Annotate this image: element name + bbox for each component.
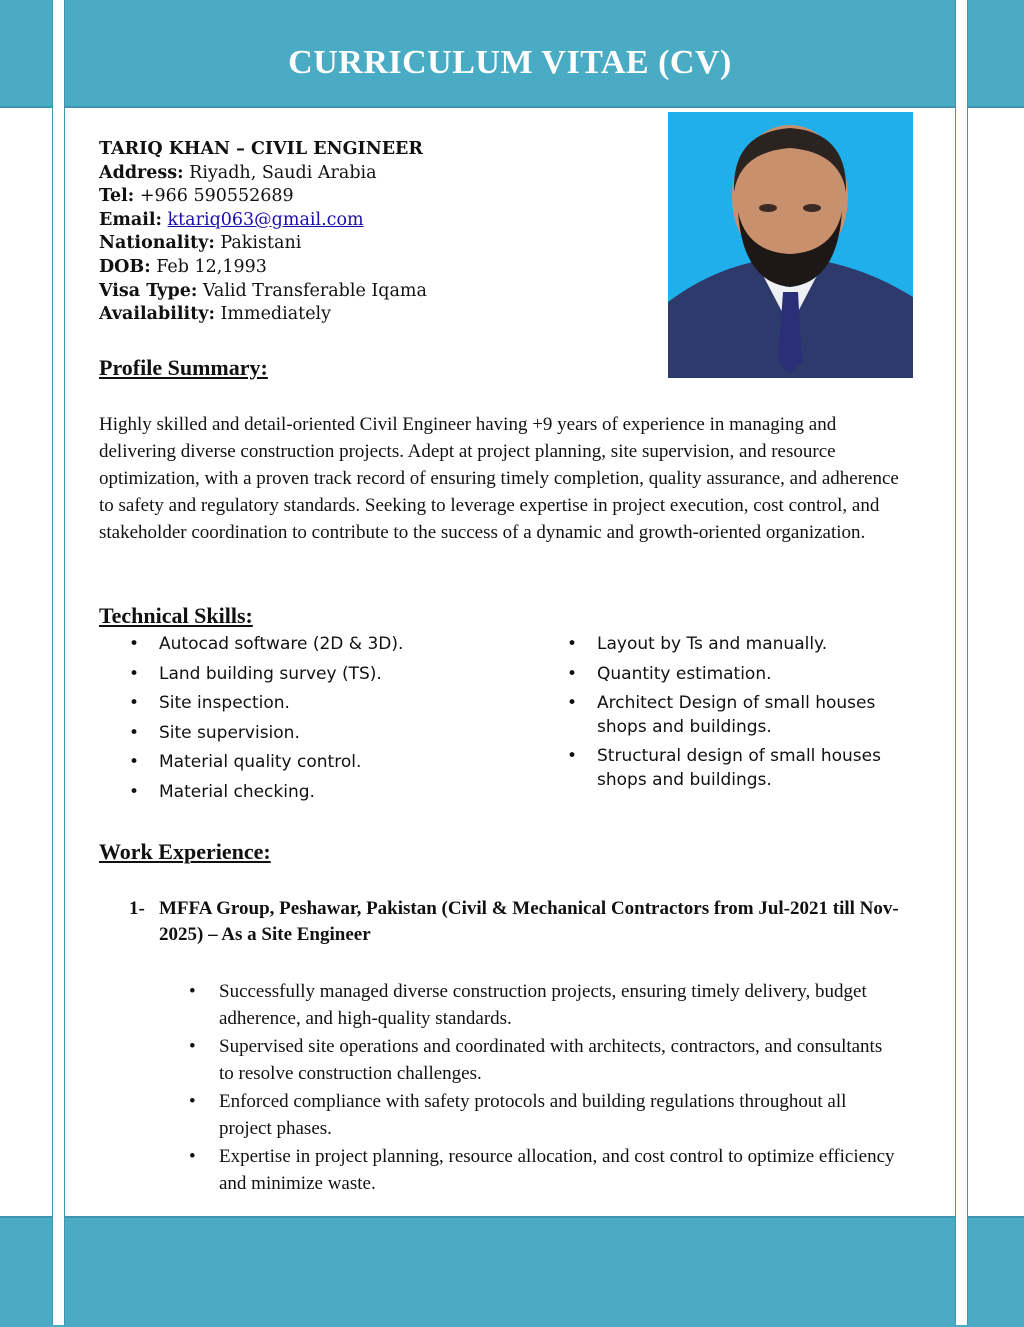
skill-item: • Layout by Ts and manually. [567,633,907,657]
skills-list-right [567,633,907,798]
nationality-row [99,232,919,256]
visa-label: Visa Type: [99,280,198,301]
tel-label: Tel: [99,186,135,207]
footer-band [0,1216,1024,1327]
right-border-strip [955,0,968,1325]
job-bullet: • Successfully managed diverse construction projects, ensuring timely delivery, budget adherence, and high-quality standards. [189,978,899,1032]
tel-value: +966 590552689 [134,186,294,207]
profile-summary-heading: Profile Summary: [99,355,268,380]
left-border-strip [52,0,65,1325]
skill-item: • Quantity estimation. [567,663,907,687]
skills-list-left [129,633,549,810]
availability-label: Availability: [99,304,215,325]
skill-item: • Material quality control. [129,751,549,775]
job-number: 1- [129,898,145,919]
work-experience-heading: Work Experience: [99,839,271,864]
skill-item: • Site supervision. [129,722,549,746]
dob-value: Feb 12,1993 [150,256,267,277]
job-bullet: • Enforced compliance with safety protocols and building regulations throughout all project phases. [189,1088,899,1142]
job-bullet: • Supervised site operations and coordinated with architects, contractors, and consultants to resolve construction challenges. [189,1033,899,1087]
skill-item: • Material checking. [129,781,549,805]
dob-label: DOB: [99,256,151,277]
personal-info [99,138,919,327]
profile-summary-text: Highly skilled and detail-oriented Civil Engineer having +9 years of experience in managing and delivering diverse construction projects. Adept at project planning, site supervision, and resource optimization, with a proven track record of ensuring timely completion, quality assurance, and adherence to safety and regulatory standards. Seeking to leverage expertise in project execution, cost control, and stakeholder coordination to contribute to the success of a dynamic and growth-oriented organization. [99,414,899,543]
availability-row [99,303,919,327]
job-bullet: • Expertise in project planning, resource allocation, and cost control to optimize efficiency and minimize waste. [189,1143,899,1197]
availability-value: Immediately [214,304,332,325]
skill-item: • Site inspection. [129,692,549,716]
skill-item: • Autocad software (2D & 3D). [129,633,549,657]
tel-row [99,185,919,209]
visa-value: Valid Transferable Iqama [197,280,427,301]
name-title: TARIQ KHAN – CIVIL ENGINEER [99,139,423,159]
skill-item: • Architect Design of small houses shops and buildings. [567,692,907,739]
technical-skills-section [99,603,919,802]
nationality-label: Nationality: [99,233,215,254]
skill-item: • Structural design of small houses shops and buildings. [567,745,907,792]
page-title: CURRICULUM VITAE (CV) [288,44,732,81]
email-link[interactable]: ktariq063@gmail.com [167,209,364,230]
job-entry [129,896,899,1198]
nationality-value: Pakistani [214,233,302,254]
job-title: 1- MFFA Group, Peshawar, Pakistan (Civil & Mechanical Contractors from Jul-2021 till Nov-2025) – As a Site Engineer [129,898,899,945]
job-bullets [189,978,899,1197]
skill-item: • Land building survey (TS). [129,663,549,687]
address-value: Riyadh, Saudi Arabia [183,162,377,183]
visa-row [99,280,919,304]
address-label: Address: [99,162,184,183]
email-row [99,209,919,233]
technical-skills-heading: Technical Skills: [99,603,253,628]
dob-row [99,256,919,280]
email-label: Email: [99,209,162,230]
address-row [99,162,919,186]
